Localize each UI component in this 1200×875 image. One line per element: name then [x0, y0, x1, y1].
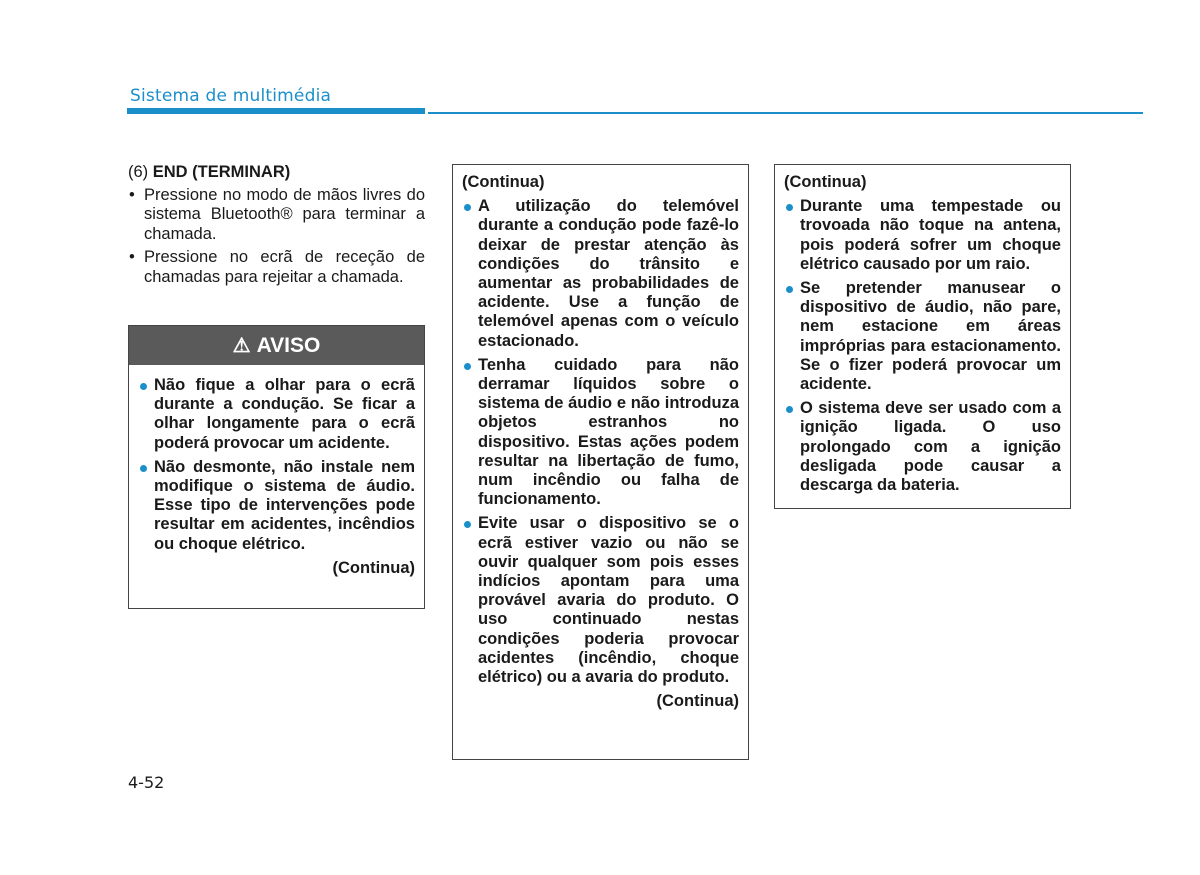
- section-title: Sistema de multimédia: [130, 86, 332, 106]
- warning-list: [784, 197, 1061, 495]
- warning-box: [128, 325, 425, 609]
- warning-list: [462, 197, 739, 687]
- warning-body: [129, 365, 424, 578]
- warning-item: Tenha cuidado para não derramar líquidos sobre o sistema de áudio e não introduza objetos estranhos no dispositivo. Estas ações podem resultar na libertação de fumo, num incêndio ou falha de funcionamento.: [462, 356, 739, 510]
- warning-continuation-box: [452, 164, 749, 760]
- item-title: END (TERMINAR): [152, 163, 291, 181]
- instruction-item: • Pressione no ecrã de receção de chamadas para rejeitar a chamada.: [128, 248, 425, 287]
- item-heading: [128, 163, 425, 183]
- item-number: (6): [128, 163, 149, 181]
- continued-from-label: (Continua): [784, 173, 867, 191]
- warning-title: AVISO: [256, 333, 321, 357]
- warning-item: Não fique a olhar para o ecrã durante a condução. Se ficar a olhar longamente para o ecrã poderá provocar um acidente.: [138, 376, 415, 453]
- warning-continuation-box: [774, 164, 1071, 509]
- header-rule-thick: [127, 108, 425, 114]
- warning-item: Não desmonte, não instale nem modifique o sistema de áudio. Esse tipo de intervenções pode resultar em acidentes, incêndios ou choque elétrico.: [138, 458, 415, 554]
- header-rule-thin: [428, 112, 1143, 114]
- warning-item: Se pretender manusear o dispositivo de áudio, não pare, nem estacione em áreas impróprias para estacionamento. Se o fizer poderá provocar um acidente.: [784, 279, 1061, 394]
- warning-item: A utilização do telemóvel durante a condução pode fazê-lo deixar de prestar atenção às condições do trânsito e aumentar as probabilidades de acidente. Use a função de telemóvel apenas com o veículo estacionado.: [462, 197, 739, 351]
- warning-list: [138, 376, 415, 554]
- instruction-list: [128, 186, 425, 288]
- warning-item: O sistema deve ser usado com a ignição ligada. O uso prolongado com a ignição desligada pode causar a descarga da bateria.: [784, 399, 1061, 495]
- warning-triangle-icon: ⚠: [232, 335, 251, 357]
- warning-item: Evite usar o dispositivo se o ecrã estiver vazio ou não se ouvir qualquer som pois esses indícios apontam para uma provável avaria do produto. O uso continuado nestas condições poderia provocar acidentes (incêndio, choque elétrico) ou a avaria do produto.: [462, 514, 739, 687]
- continued-label: (Continua): [656, 692, 739, 711]
- warning-header: [129, 326, 424, 365]
- warning-item: Durante uma tempestade ou trovoada não toque na antena, pois poderá sofrer um choque elétrico causado por um raio.: [784, 197, 1061, 274]
- instruction-item: • Pressione no modo de mãos livres do sistema Bluetooth® para terminar a chamada.: [128, 186, 425, 245]
- page-number: 4-52: [128, 773, 165, 792]
- continued-from-label: (Continua): [462, 173, 545, 191]
- column-1: [128, 163, 425, 292]
- continued-label: (Continua): [332, 558, 415, 577]
